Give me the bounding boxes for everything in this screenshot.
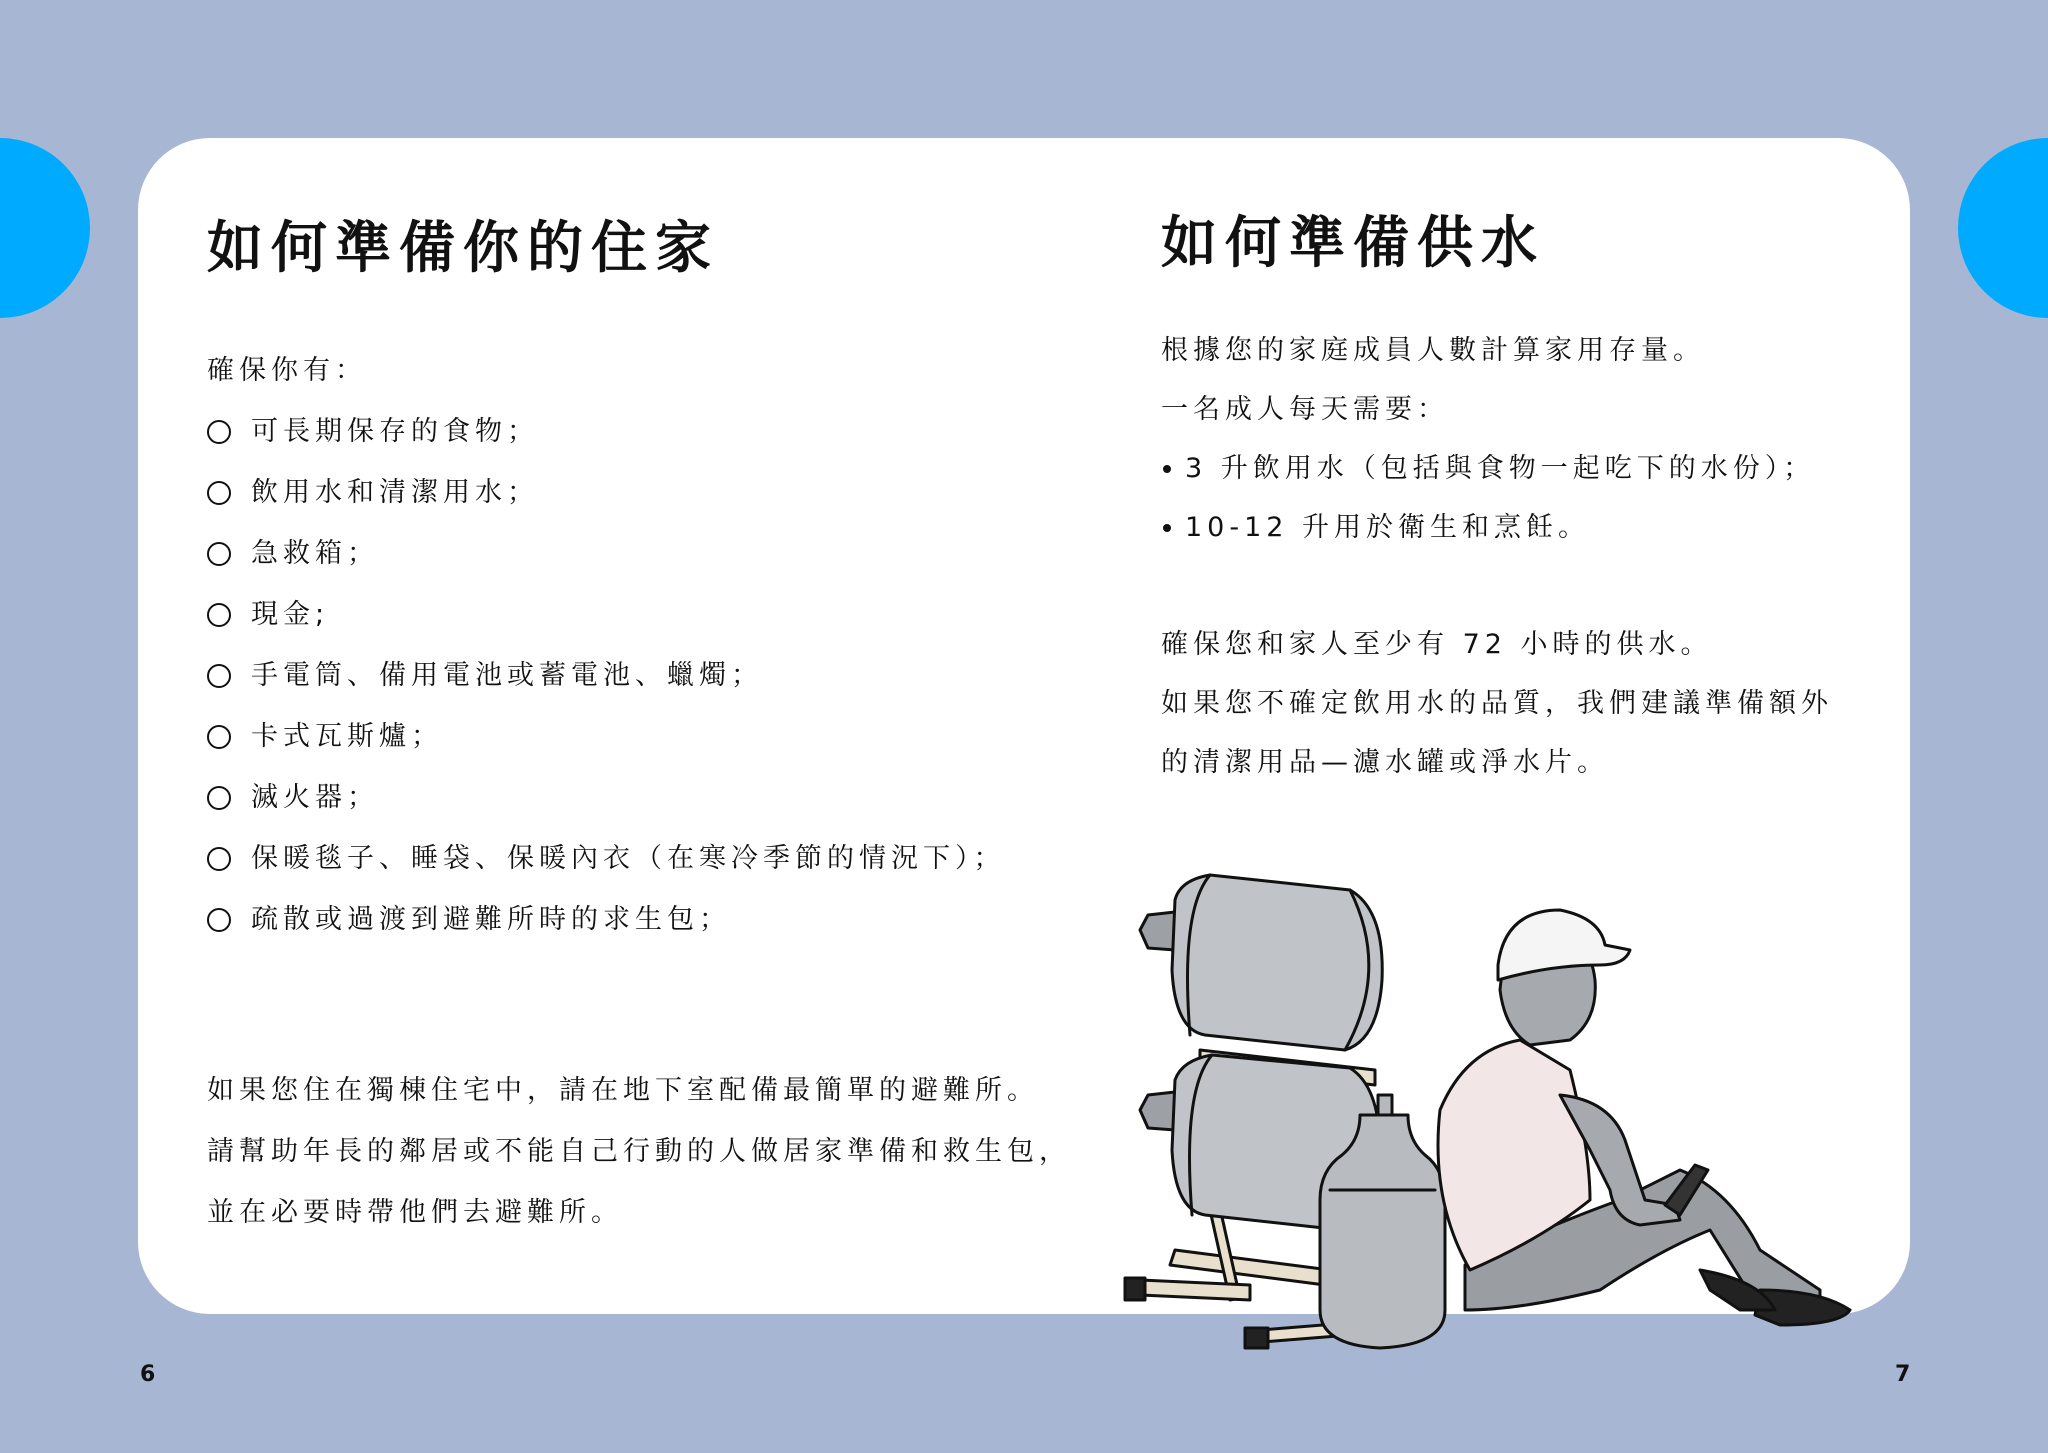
right-column	[1161, 210, 1881, 792]
text-line: 如果您不確定飲用水的品質，我們建議準備額外	[1161, 687, 1833, 719]
checklist-item	[207, 401, 1107, 462]
left-column	[207, 215, 1107, 1243]
left-title: 如何準備你的住家	[207, 216, 719, 281]
checklist-item	[207, 889, 1107, 950]
paragraph-line: 並在必要時帶他們去避難所。	[207, 1196, 623, 1228]
page-number-right: 7	[1895, 1362, 1911, 1387]
checklist-item-label: 保暖毯子、睡袋、保暖內衣（在寒冷季節的情況下）；	[251, 842, 1006, 874]
text-line: 根據您的家庭成員人數計算家用存量。	[1161, 334, 1705, 366]
checkbox-circle-icon	[207, 664, 231, 688]
checklist-item-label: 卡式瓦斯爐；	[251, 720, 443, 752]
checklist-item-label: 現金;	[251, 598, 330, 630]
checkbox-circle-icon	[207, 420, 231, 444]
left-intro: 確保你有：	[207, 354, 367, 386]
bullet-dot-icon	[1163, 465, 1171, 473]
checklist-item	[207, 767, 1107, 828]
left-paragraph	[207, 1060, 1107, 1243]
checklist-item	[207, 523, 1107, 584]
checklist-item-label: 可長期保存的食物；	[251, 415, 539, 447]
left-accent-circle	[0, 138, 90, 318]
checklist-item	[207, 584, 1107, 645]
checkbox-circle-icon	[207, 542, 231, 566]
bullet-item	[1161, 498, 1881, 557]
checklist-item-label: 飲用水和清潔用水；	[251, 476, 539, 508]
checkbox-circle-icon	[207, 725, 231, 749]
checklist-item-label: 手電筒、備用電池或蓄電池、蠟燭；	[251, 659, 763, 691]
water-supply-block	[1161, 615, 1881, 792]
checkbox-circle-icon	[207, 481, 231, 505]
checklist-item	[207, 462, 1107, 523]
water-needs-block	[1161, 321, 1881, 557]
checklist-item	[207, 828, 1107, 889]
bullet-item	[1161, 439, 1881, 498]
bullet-item-label: 10-12 升用於衛生和烹飪。	[1185, 511, 1591, 543]
man-with-water-bottles-illustration	[1120, 870, 1970, 1354]
checklist	[207, 401, 1107, 950]
paragraph-line: 請幫助年長的鄰居或不能自己行動的人做居家準備和救生包，	[207, 1135, 1071, 1167]
checklist-item	[207, 706, 1107, 767]
checklist-item	[207, 645, 1107, 706]
bullet-item-label: 3 升飲用水（包括與食物一起吃下的水份）；	[1185, 452, 1816, 484]
checkbox-circle-icon	[207, 603, 231, 627]
paragraph-line: 如果您住在獨棟住宅中，請在地下室配備最簡單的避難所。	[207, 1074, 1039, 1106]
text-line: 一名成人每天需要：	[1161, 393, 1449, 425]
checkbox-circle-icon	[207, 786, 231, 810]
checklist-item-label: 滅火器；	[251, 781, 379, 813]
checklist-item-label: 疏散或過渡到避難所時的求生包；	[251, 903, 731, 935]
page-number-left: 6	[140, 1362, 156, 1387]
bullet-dot-icon	[1163, 524, 1171, 532]
checkbox-circle-icon	[207, 847, 231, 871]
checkbox-circle-icon	[207, 908, 231, 932]
right-title: 如何準備供水	[1161, 211, 1545, 276]
text-line: 的清潔用品—濾水罐或淨水片。	[1161, 746, 1609, 778]
text-line: 確保您和家人至少有 72 小時的供水。	[1161, 628, 1713, 660]
right-accent-circle	[1958, 138, 2048, 318]
checklist-item-label: 急救箱；	[251, 537, 379, 569]
